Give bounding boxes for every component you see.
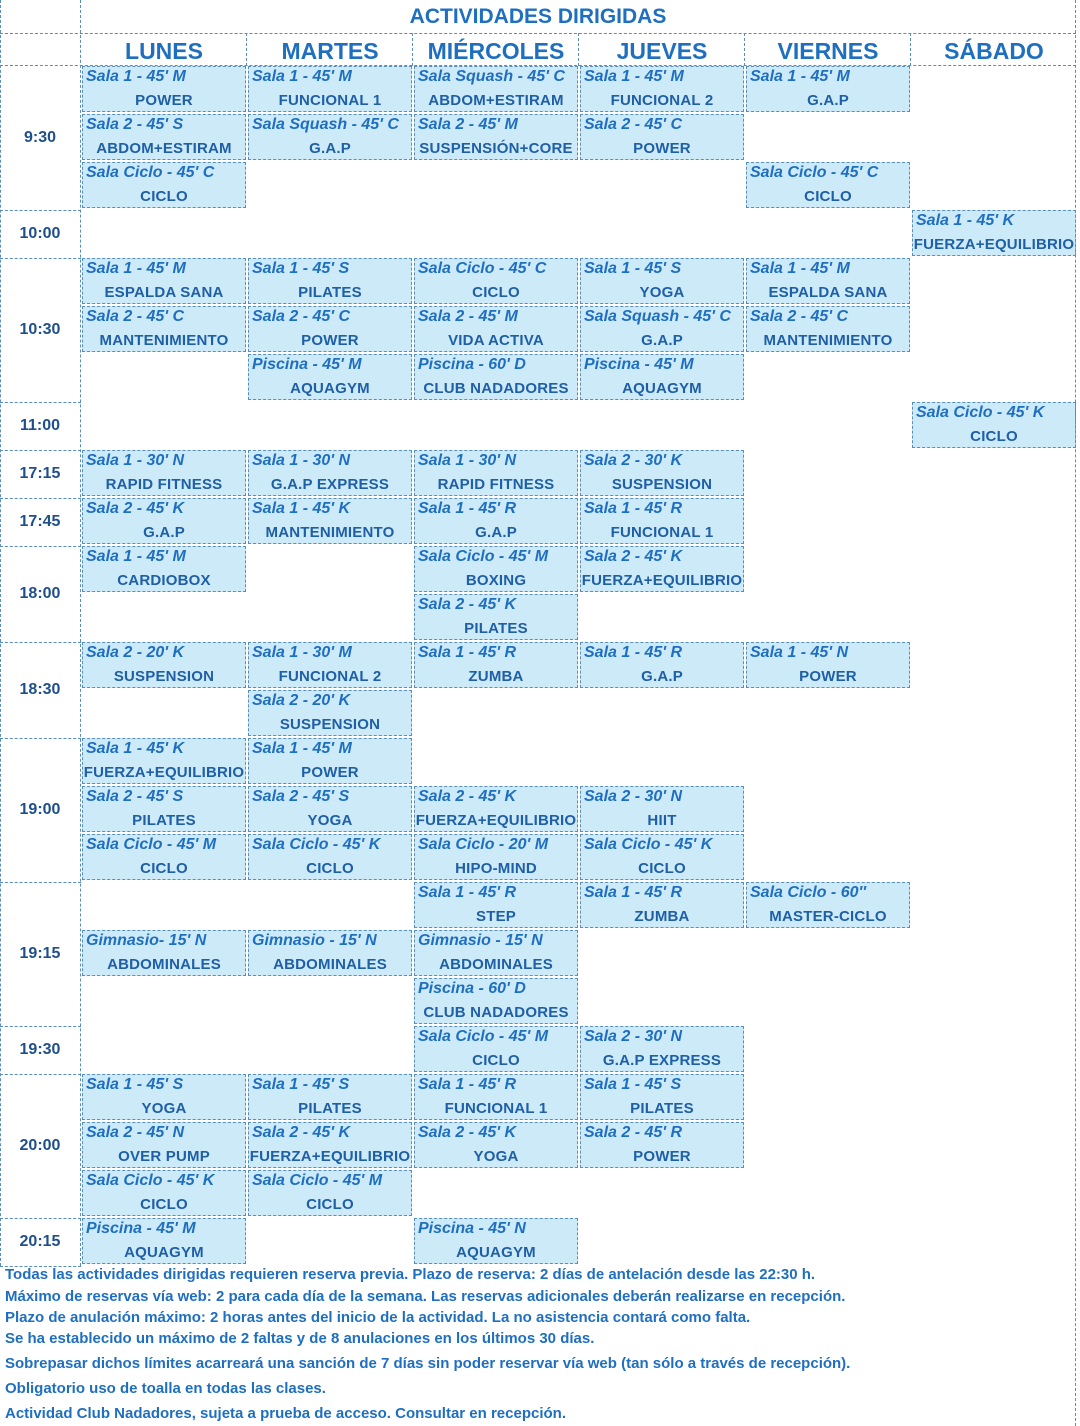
class-cell [746, 642, 910, 688]
time-label: 20:00 [19, 1137, 61, 1154]
class-activity: ABDOM+ESTIRAM [96, 140, 232, 157]
class-cell [746, 258, 910, 304]
class-cell [580, 834, 744, 880]
grid-line [412, 33, 413, 66]
class-activity: CLUB NADADORES [423, 380, 569, 397]
class-room: Sala 2 - 45' K [418, 596, 517, 613]
class-cell [82, 642, 246, 688]
note-line: Máximo de reservas vía web: 2 para cada día de la semana. Las reservas adicionales deberán realizarse en recepción. [5, 1288, 846, 1305]
class-cell [580, 786, 744, 832]
day-header-wednesday: MIÉRCOLES [427, 38, 565, 64]
class-room: Sala Ciclo - 60'' [750, 884, 867, 901]
class-activity: ZUMBA [468, 668, 524, 685]
class-room: Sala 1 - 45' M [584, 68, 684, 85]
class-activity: G.A.P [309, 140, 351, 157]
class-cell [580, 354, 744, 400]
note-line: Actividad Club Nadadores, sujeta a prueba de acceso. Consultar en recepción. [5, 1405, 566, 1422]
class-activity: MASTER-CICLO [769, 908, 887, 925]
class-room: Sala 2 - 45' C [252, 308, 351, 325]
class-room: Sala 1 - 45' R [418, 644, 517, 661]
class-cell [580, 498, 744, 544]
class-room: Sala 2 - 30' K [584, 452, 683, 469]
class-room: Sala 1 - 45' M [750, 68, 850, 85]
time-label: 10:30 [19, 321, 61, 338]
class-activity: BOXING [465, 572, 527, 589]
class-room: Piscina - 45' M [252, 356, 362, 373]
class-room: Sala 1 - 30' N [86, 452, 185, 469]
class-room: Sala Ciclo - 45' K [916, 404, 1045, 421]
class-activity: G.A.P [641, 668, 683, 685]
class-activity: CICLO [140, 188, 188, 205]
class-room: Sala Squash - 45' C [584, 308, 731, 325]
class-room: Sala 1 - 45' S [252, 1076, 350, 1093]
time-label: 10:00 [19, 225, 61, 242]
note-line: Sobrepasar dichos límites acarreará una sanción de 7 días sin poder reservar vía web (tan sólo a través de recepción). [5, 1355, 851, 1372]
class-cell [248, 786, 412, 832]
class-cell [248, 738, 412, 784]
grid-line [0, 258, 81, 259]
time-label: 18:30 [19, 681, 61, 698]
class-cell [82, 546, 246, 592]
class-cell [248, 1170, 412, 1216]
class-activity: CICLO [306, 1196, 354, 1213]
class-activity: MANTENIMIENTO [99, 332, 229, 349]
grid-line [578, 33, 579, 66]
class-cell [82, 66, 246, 112]
class-cell [82, 114, 246, 160]
class-activity: AQUAGYM [456, 1244, 536, 1261]
class-cell [912, 402, 1076, 448]
time-label: 11:00 [19, 417, 61, 434]
class-activity: RAPID FITNESS [105, 476, 223, 493]
time-label: 17:15 [19, 465, 61, 482]
grid-line [0, 450, 81, 451]
class-room: Sala Ciclo - 45' K [86, 1172, 215, 1189]
grid-line [0, 33, 1076, 34]
grid-line [246, 33, 247, 66]
grid-line [0, 1218, 81, 1219]
class-cell [414, 930, 578, 976]
class-room: Sala 2 - 30' N [584, 788, 683, 805]
class-cell [746, 66, 910, 112]
class-room: Sala 1 - 45' M [750, 260, 850, 277]
class-activity: FUNCIONAL 1 [610, 524, 714, 541]
class-activity: POWER [301, 332, 359, 349]
class-activity: YOGA [473, 1148, 519, 1165]
class-activity: STEP [476, 908, 516, 925]
class-activity: CARDIOBOX [117, 572, 211, 589]
class-cell [82, 786, 246, 832]
class-room: Sala Ciclo - 45' C [418, 260, 547, 277]
class-cell [580, 306, 744, 352]
class-activity: FUERZA+EQUILIBRIO [249, 1148, 411, 1165]
class-activity: VIDA ACTIVA [448, 332, 544, 349]
time-label: 17:45 [19, 513, 61, 530]
class-room: Piscina - 60' D [418, 980, 526, 997]
class-cell [248, 1122, 412, 1168]
class-room: Sala 2 - 45' K [418, 788, 517, 805]
grid-line [0, 402, 81, 403]
class-activity: G.A.P [475, 524, 517, 541]
class-room: Piscina - 45' M [86, 1220, 196, 1237]
class-activity: AQUAGYM [124, 1244, 204, 1261]
class-cell [82, 1122, 246, 1168]
class-cell [248, 66, 412, 112]
class-cell [248, 642, 412, 688]
class-activity: YOGA [639, 284, 685, 301]
day-header-thursday: JUEVES [616, 38, 708, 64]
class-cell [82, 258, 246, 304]
class-cell [414, 1026, 578, 1072]
class-room: Sala 1 - 45' R [418, 1076, 517, 1093]
class-room: Sala 1 - 45' K [252, 500, 351, 517]
class-room: Sala Ciclo - 45' K [252, 836, 381, 853]
class-room: Sala 2 - 45' S [86, 788, 184, 805]
class-activity: G.A.P EXPRESS [602, 1052, 722, 1069]
class-activity: ABDOMINALES [273, 956, 387, 973]
class-cell [248, 498, 412, 544]
class-activity: FUNCIONAL 2 [278, 668, 382, 685]
class-activity: AQUAGYM [622, 380, 702, 397]
class-room: Piscina - 45' N [418, 1220, 526, 1237]
class-room: Sala 2 - 45' N [86, 1124, 185, 1141]
class-activity: MANTENIMIENTO [763, 332, 893, 349]
class-activity: CICLO [472, 1052, 520, 1069]
class-room: Sala Ciclo - 45' M [418, 548, 549, 565]
class-activity: CICLO [306, 860, 354, 877]
class-activity: POWER [799, 668, 857, 685]
class-activity: CICLO [140, 1196, 188, 1213]
class-cell [414, 450, 578, 496]
class-cell [414, 834, 578, 880]
class-room: Sala 1 - 45' S [584, 260, 682, 277]
class-activity: G.A.P [143, 524, 185, 541]
class-activity: ZUMBA [634, 908, 690, 925]
day-header-friday: VIERNES [777, 38, 879, 64]
class-activity: OVER PUMP [118, 1148, 210, 1165]
class-room: Sala 1 - 45' M [86, 68, 186, 85]
class-cell [414, 786, 578, 832]
class-cell [580, 114, 744, 160]
class-activity: G.A.P [641, 332, 683, 349]
class-room: Piscina - 45' M [584, 356, 694, 373]
class-room: Sala 2 - 45' K [418, 1124, 517, 1141]
class-room: Sala 1 - 45' K [916, 212, 1015, 229]
class-activity: ESPALDA SANA [768, 284, 888, 301]
class-cell [248, 114, 412, 160]
class-activity: FUNCIONAL 2 [610, 92, 714, 109]
grid-line [910, 33, 911, 66]
class-cell [580, 642, 744, 688]
class-room: Sala 1 - 45' R [418, 500, 517, 517]
class-room: Sala 1 - 45' M [252, 68, 352, 85]
class-room: Sala 1 - 45' M [86, 260, 186, 277]
grid-line [80, 0, 81, 1266]
class-activity: PILATES [630, 1100, 694, 1117]
class-cell [414, 642, 578, 688]
class-room: Sala 2 - 45' S [86, 116, 184, 133]
class-room: Sala 1 - 45' R [584, 884, 683, 901]
grid-line [0, 738, 81, 739]
class-room: Sala Squash - 45' C [252, 116, 399, 133]
class-cell [414, 882, 578, 928]
class-activity: PILATES [464, 620, 528, 637]
time-label: 19:30 [19, 1041, 61, 1058]
class-activity: AQUAGYM [290, 380, 370, 397]
class-room: Sala Ciclo - 45' M [86, 836, 217, 853]
class-cell [580, 546, 744, 592]
class-room: Sala 1 - 45' K [86, 740, 185, 757]
class-cell [248, 1074, 412, 1120]
class-activity: POWER [301, 764, 359, 781]
class-cell [82, 450, 246, 496]
class-cell [82, 930, 246, 976]
note-line: Todas las actividades dirigidas requieren reserva previa. Plazo de reserva: 2 días de antelación desde las 22:30 h. [5, 1266, 816, 1283]
class-cell [580, 450, 744, 496]
class-activity: G.A.P [807, 92, 849, 109]
class-room: Sala Ciclo - 45' M [418, 1028, 549, 1045]
page-title: ACTIVIDADES DIRIGIDAS [409, 5, 667, 28]
class-activity: ESPALDA SANA [104, 284, 224, 301]
class-cell [414, 498, 578, 544]
class-activity: CLUB NADADORES [423, 1004, 569, 1021]
time-label: 19:00 [19, 801, 61, 818]
class-activity: FUNCIONAL 1 [278, 92, 382, 109]
class-room: Sala 1 - 45' N [750, 644, 849, 661]
class-room: Sala 2 - 45' M [418, 116, 518, 133]
class-activity: FUNCIONAL 1 [444, 1100, 548, 1117]
class-room: Gimnasio - 15' N [252, 932, 377, 949]
class-room: Sala 2 - 45' S [252, 788, 350, 805]
class-activity: CICLO [804, 188, 852, 205]
class-activity: PILATES [132, 812, 196, 829]
grid-line [0, 498, 81, 499]
class-room: Gimnasio - 15' N [418, 932, 543, 949]
class-activity: RAPID FITNESS [437, 476, 555, 493]
grid-line [0, 1074, 81, 1075]
class-activity: SUSPENSION [113, 668, 215, 685]
class-room: Sala 1 - 30' N [418, 452, 517, 469]
class-room: Sala 1 - 30' M [252, 644, 352, 661]
grid-line [0, 882, 81, 883]
class-room: Sala Ciclo - 45' K [584, 836, 713, 853]
day-header-monday: LUNES [125, 38, 203, 64]
class-activity: ABDOMINALES [439, 956, 553, 973]
class-activity: YOGA [141, 1100, 187, 1117]
class-room: Gimnasio- 15' N [86, 932, 207, 949]
class-cell [248, 930, 412, 976]
class-room: Sala Squash - 45' C [418, 68, 565, 85]
class-cell [248, 834, 412, 880]
note-line: Obligatorio uso de toalla en todas las clases. [5, 1380, 326, 1397]
class-cell [414, 258, 578, 304]
class-activity: HIPO-MIND [455, 860, 537, 877]
class-cell [248, 690, 412, 736]
class-activity: HIIT [647, 812, 677, 829]
class-room: Sala 1 - 45' M [252, 740, 352, 757]
class-activity: G.A.P EXPRESS [270, 476, 390, 493]
class-room: Sala 2 - 45' C [584, 116, 683, 133]
note-line: Se ha establecido un máximo de 2 faltas y de 8 anulaciones en los últimos 30 días. [5, 1330, 595, 1347]
class-room: Sala 2 - 45' R [584, 1124, 683, 1141]
class-room: Sala Ciclo - 45' M [252, 1172, 383, 1189]
class-room: Piscina - 60' D [418, 356, 526, 373]
time-label: 18:00 [19, 585, 61, 602]
class-activity: ABDOM+ESTIRAM [428, 92, 564, 109]
class-activity: CICLO [140, 860, 188, 877]
class-activity: POWER [633, 1148, 691, 1165]
class-cell [248, 306, 412, 352]
class-cell [82, 498, 246, 544]
class-cell [746, 306, 910, 352]
class-activity: MANTENIMIENTO [265, 524, 395, 541]
class-cell [82, 306, 246, 352]
class-activity: CICLO [472, 284, 520, 301]
class-room: Sala Ciclo - 45' C [750, 164, 879, 181]
class-cell [248, 450, 412, 496]
class-cell [580, 1122, 744, 1168]
class-cell [414, 354, 578, 400]
class-room: Sala 1 - 45' S [86, 1076, 184, 1093]
class-cell [248, 258, 412, 304]
class-cell [912, 210, 1076, 256]
grid-line [744, 33, 745, 66]
class-room: Sala 2 - 45' K [252, 1124, 351, 1141]
grid-line [0, 642, 81, 643]
class-activity: CICLO [970, 428, 1018, 445]
class-activity: SUSPENSION [279, 716, 381, 733]
class-cell [580, 258, 744, 304]
class-activity: PILATES [298, 284, 362, 301]
grid-line [1075, 0, 1076, 1426]
class-activity: POWER [633, 140, 691, 157]
class-activity: FUERZA+EQUILIBRIO [83, 764, 245, 781]
class-cell [82, 162, 246, 208]
class-activity: FUERZA+EQUILIBRIO [913, 236, 1075, 253]
grid-line [0, 1026, 81, 1027]
class-cell [580, 1074, 744, 1120]
class-activity: FUERZA+EQUILIBRIO [415, 812, 577, 829]
class-cell [580, 66, 744, 112]
class-activity: SUSPENSIÓN+CORE [419, 140, 573, 157]
class-activity: ABDOMINALES [107, 956, 221, 973]
time-label: 9:30 [23, 129, 57, 146]
class-room: Sala 2 - 45' C [86, 308, 185, 325]
note-line: Plazo de anulación máximo: 2 horas antes del inicio de la actividad. La no asistencia contará como falta. [5, 1309, 751, 1326]
class-room: Sala 2 - 30' N [584, 1028, 683, 1045]
class-activity: CICLO [638, 860, 686, 877]
class-room: Sala 2 - 45' K [584, 548, 683, 565]
class-room: Sala 2 - 45' M [418, 308, 518, 325]
class-room: Sala 1 - 45' R [418, 884, 517, 901]
class-room: Sala 2 - 20' K [86, 644, 185, 661]
class-room: Sala 1 - 45' M [86, 548, 186, 565]
class-cell [82, 1074, 246, 1120]
class-room: Sala Ciclo - 45' C [86, 164, 215, 181]
class-activity: YOGA [307, 812, 353, 829]
class-cell [580, 1026, 744, 1072]
class-room: Sala 1 - 45' S [584, 1076, 682, 1093]
class-cell [746, 882, 910, 928]
class-cell [248, 354, 412, 400]
class-activity: SUSPENSION [611, 476, 713, 493]
class-room: Sala 2 - 20' K [252, 692, 351, 709]
class-cell [746, 162, 910, 208]
class-cell [414, 306, 578, 352]
grid-line [0, 210, 81, 211]
class-cell [414, 594, 578, 640]
class-cell [414, 66, 578, 112]
class-cell [414, 1074, 578, 1120]
grid-line [0, 546, 81, 547]
class-cell [414, 978, 578, 1024]
class-cell [414, 1218, 578, 1264]
class-room: Sala 2 - 45' C [750, 308, 849, 325]
class-cell [82, 738, 246, 784]
class-activity: POWER [135, 92, 193, 109]
grid-line [0, 0, 1, 1266]
class-cell [82, 834, 246, 880]
class-cell [414, 1122, 578, 1168]
class-cell [580, 882, 744, 928]
class-room: Sala 2 - 45' K [86, 500, 185, 517]
class-cell [414, 114, 578, 160]
class-activity: FUERZA+EQUILIBRIO [581, 572, 743, 589]
class-cell [82, 1170, 246, 1216]
class-room: Sala 1 - 30' N [252, 452, 351, 469]
time-label: 20:15 [19, 1233, 61, 1250]
class-room: Sala 1 - 45' R [584, 500, 683, 517]
class-room: Sala Ciclo - 20' M [418, 836, 549, 853]
class-cell [414, 546, 578, 592]
day-header-saturday: SÁBADO [944, 38, 1044, 64]
time-label: 19:15 [19, 945, 61, 962]
class-activity: PILATES [298, 1100, 362, 1117]
class-room: Sala 1 - 45' S [252, 260, 350, 277]
grid-line [0, 65, 1076, 66]
day-header-tuesday: MARTES [281, 38, 379, 64]
class-cell [82, 1218, 246, 1264]
class-room: Sala 1 - 45' R [584, 644, 683, 661]
